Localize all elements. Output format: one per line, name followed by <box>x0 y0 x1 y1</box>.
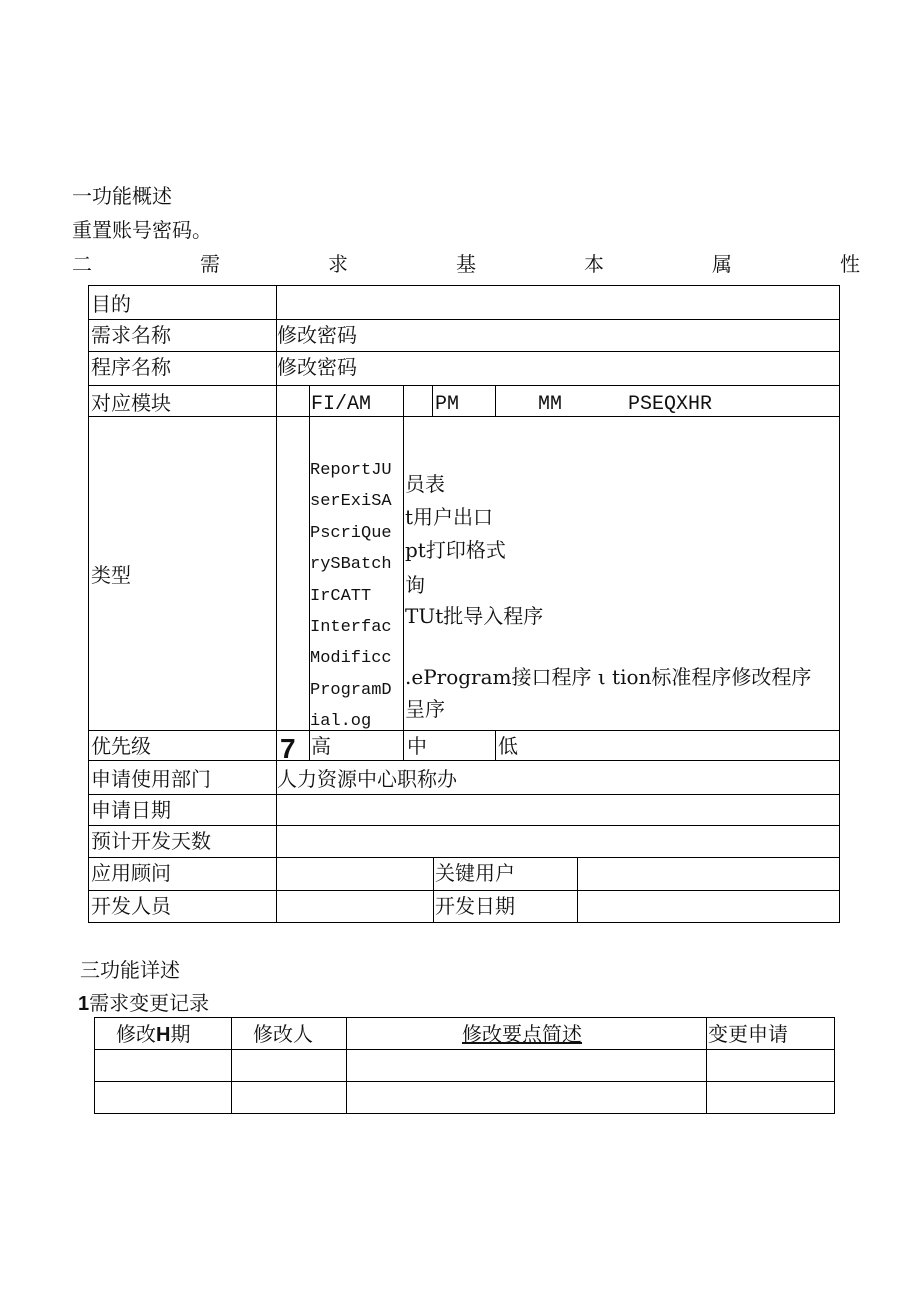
table-rule <box>88 416 840 417</box>
table-rule <box>432 385 433 416</box>
purpose-label: 目的 <box>91 292 131 316</box>
heading-char: 本 <box>584 252 604 276</box>
requirement-name-label: 需求名称 <box>91 323 171 347</box>
table-rule <box>231 1017 232 1114</box>
table-rule <box>88 385 840 386</box>
column-header-change-request: 变更申请 <box>708 1022 788 1046</box>
module-option: MM <box>538 393 563 416</box>
table-rule <box>706 1017 707 1114</box>
table-rule <box>88 351 840 352</box>
subheading-change-log <box>78 991 209 1016</box>
type-code: ReportJU <box>310 461 392 480</box>
type-code: serExiSA <box>310 492 392 512</box>
column-header-summary: 修改要点简述 <box>462 1022 582 1046</box>
priority-mark: 7 <box>280 733 296 764</box>
program-name-value: 修改密码 <box>277 355 357 379</box>
table-rule <box>495 730 496 760</box>
table-rule <box>88 825 840 826</box>
type-code-list <box>310 455 392 738</box>
overview-description: 重置账号密码。 <box>72 218 212 242</box>
type-code: ProgramD <box>310 680 392 700</box>
table-rule <box>88 760 840 761</box>
column-header-modifier: 修改人 <box>253 1022 313 1046</box>
type-code: IrCATT <box>310 586 372 606</box>
priority-option-high: 高 <box>311 734 331 758</box>
module-option: FI/AM <box>311 393 372 416</box>
table-rule <box>88 794 840 795</box>
developer-label: 开发人员 <box>91 894 171 918</box>
table-rule <box>276 285 277 923</box>
table-rule <box>94 1049 835 1050</box>
type-name: 询 <box>405 573 425 597</box>
section-heading-basic-attributes <box>72 252 860 276</box>
heading-char: 属 <box>712 252 732 276</box>
dev-date-label: 开发日期 <box>435 894 515 918</box>
priority-label: 优先级 <box>91 734 151 758</box>
table-rule <box>495 385 496 416</box>
requirement-name-value: 修改密码 <box>277 323 357 347</box>
table-rule <box>577 857 578 923</box>
consultant-label: 应用顾问 <box>91 861 171 885</box>
type-code: ial.og <box>310 712 372 732</box>
type-name: pt打印格式 <box>405 538 506 562</box>
type-code: Interfac <box>310 618 392 638</box>
type-name: .eProgram接口程序 ι tion标准程序修改程序 <box>405 665 812 689</box>
column-header-modify-date: 修改H期 <box>116 1022 191 1046</box>
type-name: t用户出口 <box>405 505 494 529</box>
key-user-label: 关键用户 <box>435 861 515 885</box>
heading-char: 二 <box>72 252 92 276</box>
section-heading-overview: 一功能概述 <box>72 184 172 208</box>
heading-char: 性 <box>840 252 860 276</box>
heading-char: 求 <box>328 252 348 276</box>
type-name: 呈序 <box>405 697 445 721</box>
estimated-days-label: 预计开发天数 <box>91 829 211 853</box>
table-rule <box>88 730 840 731</box>
subheading-number: 1 <box>78 993 90 1015</box>
heading-char: 需 <box>200 252 220 276</box>
department-value: 人力资源中心职称办 <box>277 767 457 791</box>
section-heading-function-details: 三功能详述 <box>80 958 180 982</box>
table-rule <box>433 857 434 923</box>
module-option: PSEQXHR <box>628 393 713 416</box>
type-label: 类型 <box>91 563 131 587</box>
heading-char: 基 <box>456 252 476 276</box>
module-label: 对应模块 <box>91 391 171 415</box>
table-rule <box>88 890 840 891</box>
program-name-label: 程序名称 <box>91 355 171 379</box>
type-name: TUt批导入程序 <box>405 604 544 628</box>
priority-option-low: 低 <box>498 734 518 758</box>
type-code: rySBatch <box>310 555 392 575</box>
table-rule <box>94 1081 835 1082</box>
module-option: PM <box>435 393 460 416</box>
table-rule <box>403 385 404 760</box>
type-code: PscriQue <box>310 523 392 543</box>
table-rule <box>88 319 840 320</box>
type-code: Modificc <box>310 649 392 669</box>
department-label: 申请使用部门 <box>91 767 211 791</box>
type-name: 员表 <box>405 472 445 496</box>
priority-option-medium: 中 <box>407 734 427 758</box>
table-rule <box>346 1017 347 1114</box>
table-rule <box>88 857 840 858</box>
subheading-text: 需求变更记录 <box>89 991 210 1015</box>
request-date-label: 申请日期 <box>91 798 171 822</box>
